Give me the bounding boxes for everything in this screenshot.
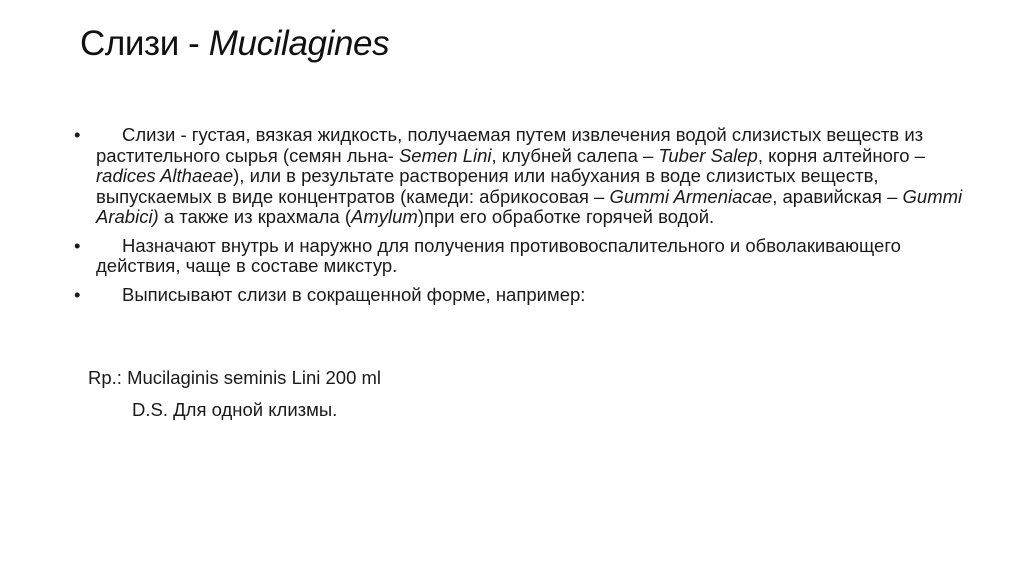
bullet-item xyxy=(72,236,972,277)
bullet-list xyxy=(72,125,972,313)
latin-term: radices Althaeae xyxy=(96,165,234,186)
latin-term: Gummi Armeniacae xyxy=(609,185,773,207)
latin-term: Tuber Salep xyxy=(658,144,758,166)
prescription-ds: D.S. Для одной клизмы. xyxy=(132,399,338,420)
bullet-text: , клубней салепа – xyxy=(491,144,659,166)
bullet-item xyxy=(72,125,972,228)
bullet-item xyxy=(72,285,972,306)
latin-term: Semen Lini xyxy=(398,144,492,166)
bullet-text: Слизи - густая, вязкая жидкость, получаемая путем извлечения водой слизистых веществ из растительного сырья (семян льна- xyxy=(96,124,924,166)
bullet-marker: • xyxy=(74,124,81,145)
bullet-text: )при его обработке горячей водой. xyxy=(417,206,715,227)
bullet-text: , аравийская – xyxy=(772,185,903,207)
title-latin: Mucilagines xyxy=(208,24,390,63)
bullet-marker: • xyxy=(74,234,81,256)
latin-term: Gummi Arabici) xyxy=(96,185,963,227)
bullet-text: а также из крахмала ( xyxy=(158,206,352,227)
latin-term: Amylum xyxy=(351,206,418,227)
bullet-text: , корня алтейного – xyxy=(757,144,925,166)
bullet-marker: • xyxy=(74,283,81,305)
bullet-text: Назначают внутрь и наружно для получения противовоспалительного и обволакивающего действия, чаще в составе микстур. xyxy=(96,234,901,276)
prescription-rp: Rp.: Mucilaginis seminis Lini 200 ml xyxy=(88,367,382,388)
bullet-text: Выписывают слизи в сокращенной форме, например: xyxy=(122,283,586,305)
title-main: Слизи - xyxy=(80,24,209,63)
bullet-text: ), или в результате растворения или набухания в воде слизистых веществ, выпускаемых в виде концентратов (камеди: абрикосовая – xyxy=(96,165,879,207)
slide-title xyxy=(80,22,389,66)
